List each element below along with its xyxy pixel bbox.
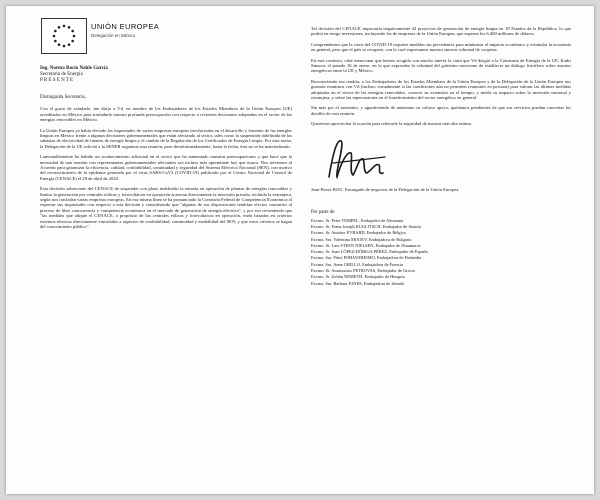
body-paragraph: Reconociendo eso tendría, a los Embajadores de los Estados Miembros de la Unión Europea y de la Delegación de la Unión Europea nos gustaría reunirnos con Vd (incluso virtualmente si las condiciones aún no permiten reuniones en persona) para valorar las últimas medidas adoptadas en el sector de las energías renovables, conocer su extensión en el tiempo, y medir su impacto sobre la inversión nacional y extranjera, y sobre las repercusiones en el fortalecimiento del sector energético en general. — [311, 78, 571, 101]
signature-image — [323, 133, 571, 185]
recipient-block — [40, 66, 292, 83]
eu-flag-icon — [41, 18, 87, 54]
right-column — [311, 26, 571, 287]
letterhead — [41, 18, 211, 62]
recipient-name: Ing. Norma Rocío Nahle García — [40, 66, 108, 71]
list-item: Excmo. Sr. Zoltán NEMETH, Embajador de Hungría — [311, 274, 405, 280]
org-subtitle: Delegación en México — [91, 33, 136, 38]
list-item: Excmo. Sr. Franz Joseph KUGLITSCH, Embajador de Austria — [311, 223, 421, 229]
body-paragraph: La Unión Europea ya había elevado las inquietudes de varias empresas europeas involucradas en el desarrollo y fomento de las energías limpias en México frente a algunas decisiones gubernamentales que están afectando al sector, tales como la suspensión indefinida de las subastas de electricidad de fuentes de energía limpia y el cambio de la Regulación de los Certificados de Energía Limpia. Por esta razón, la Delegación de la UE solicitó a la SENER organizar una reunión, pero desafortunadamente, hasta la fecha, ésta no se ha materializado. — [40, 127, 292, 149]
list-item: Excmo. Sr. Juan LÓPEZ-DÓRIGA PÉREZ, Embajador de España — [311, 249, 428, 255]
list-item: Excma. Sra. Valentina MOOEV, Embajadora de Bulgaria — [311, 236, 412, 242]
left-column — [40, 66, 292, 235]
body-paragraph: Con el gusto de saludarle, me dirijo a Vd. en nombre de los Embajadores de los Estados Miembros de la Unión Europea (UE) acreditados en México para trasladarle nuestra profunda preocupación con respecto a recientes decisiones adoptadas en el sector de las energías renovables en México. — [40, 106, 292, 123]
org-name: UNIÓN EUROPEA — [91, 22, 160, 31]
body-paragraph: Tal decisión del CENACE impactaría negativamente 44 proyectos de generación de energía limpia en 18 Estados de la República, lo que podría en riesgo inversiones, incluyendo las de empresas de la Unión Europea, que superan los 6,400 millones de dólares. — [311, 26, 571, 37]
list-item: Excmo. Sr. Antoine EVRARD, Embajador de Bélgica — [311, 230, 406, 236]
list-item: Excma. Sra. Barbara JONES, Embajadora de Irlanda — [311, 280, 404, 286]
cc-title: Por parte de: — [311, 209, 336, 215]
letter-page — [6, 6, 594, 494]
body-paragraph: Lamentablemente ha habido un acontecimiento adicional en el sector que ha aumentado nuestras preocupaciones y que hace que la necesidad de una reunión con representantes gubernamentales relevantes sea incluso más apremiante hoy que nunca. Nos referimos al Acuerdo para garantizar la eficiencia, calidad, confiabilidad, continuidad y seguridad del Sistema Eléctrico Nacional (SEN), con motivo del reconocimiento de la epidemia generada por el virus SARS-CoV2 (COVID-19) publicado por el Centro Nacional de Control de Energía (CENACE) el 29 de abril de 2020. — [40, 154, 292, 181]
list-item: Excmo. Sr. Lars STEEN NIELSEN, Embajador de Dinamarca — [311, 242, 421, 248]
body-paragraph: En este contexto, cabe mencionar que hemos acogido con mucho interés la carta que Vd dirigió a la Comisaria de Energía de la UE, Kadri Simson, el pasado 16 de enero, en la que expresaba la voluntad del gobierno mexicano de establecer un diálogo fructífero sobre asuntos energéticos entre la UE y México. — [311, 57, 571, 74]
list-item: Excma. Sra. Päivi POHJANHEIMO, Embajadora de Finlandia — [311, 255, 422, 261]
list-item: Excmo. Sr. Anastassios PETROVAS, Embajador de Grecia — [311, 268, 415, 274]
recipient-title: Secretaria de Energía — [40, 71, 83, 77]
salutation: Distinguida Secretaria, — [40, 95, 86, 101]
list-item: Excma. Sra. Anne GRILLO, Embajadora de Francia — [311, 261, 403, 267]
body-paragraph: Esta decisión sobreviene del CENACE de suspender con plazo indefinido la entrada en operación de plantas de energías renovables y limitar la generación por centrales eólicas y fotovoltaicas en operación acarrean directamente la inversión privada, incluida la extranjera, según nos trasladan varias empresas europeas. En esa misma línea se ha pronunciado la Comisión Federal de Competencia Económica al expresar sus inquietudes con respecto a esta decisión y considerando que "algunas de sus disposiciones tendrían efectos contrarios al proceso de libre concurrencia y competencia económica en el mercado de generación de energía eléctrica", y por eso recomienda que "las medidas que adopte el CENACE, a propósito de las centrales eólicas y fotovoltaicas en operación, estén basadas en criterios externos técnicos directamente vinculados a aspectos de confiabilidad, continuidad y estabilidad del SEN, y que estos criterios se hagan del conocimiento público". — [40, 186, 292, 230]
body-paragraph: Queremos aprovechar la ocasión para reiterarle la seguridad de nuestra más alta estima. — [311, 121, 472, 127]
signatory: Jean-Pierre BOU, Encargado de negocios de la Delegación de la Unión Europea — [311, 186, 459, 192]
body-paragraph: Comprendemos que la crisis del COVID-19 requiere medidas sin precedentes para minimizar el impacto económico y estimular la economía en general, pero que el país se recupere, con lo cual expresamos nuestra sincera voluntad de cooperar. — [311, 41, 571, 53]
recipient-present: P R E S E N T E — [40, 77, 74, 83]
list-item: Excmo. Sr. Peter TEMPEL, Embajador de Alemania — [311, 217, 404, 223]
cc-list — [311, 218, 571, 287]
body-paragraph: Sin más por el momento, y agradeciendo de antemano su valioso apoyo, quedamos pendientes de que sus servicios puedan concertar los detalles de esta reunión. — [311, 105, 571, 116]
